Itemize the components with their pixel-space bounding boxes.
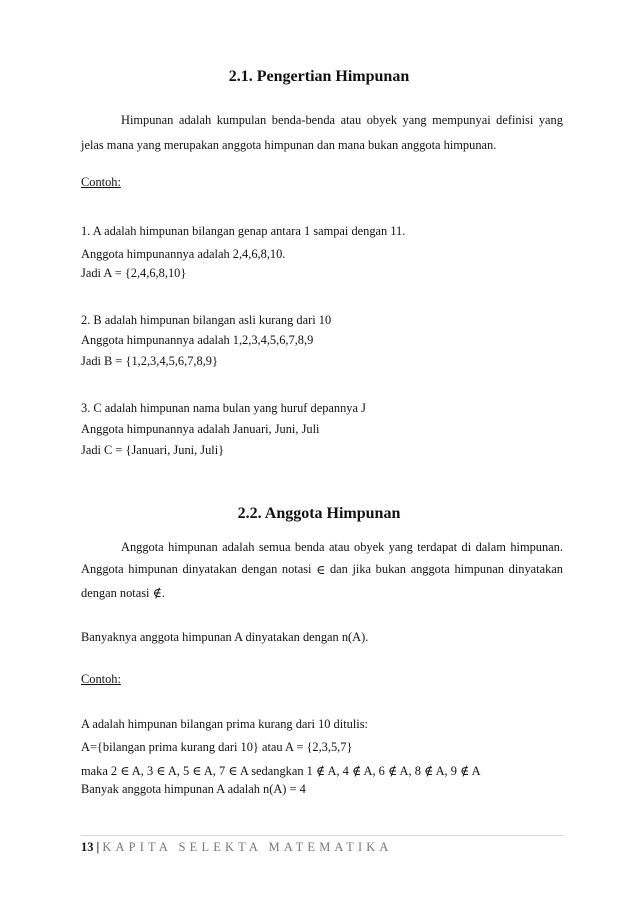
word: dinyatakan — [508, 562, 563, 576]
example-line: A adalah himpunan bilangan prima kurang dari 10 ditulis: — [81, 717, 368, 731]
example-line: Anggota himpunannya adalah Januari, Juni, Juli — [81, 422, 320, 436]
paragraph-line: Banyaknya anggota himpunan A dinyatakan dengan n(A). — [81, 630, 369, 644]
paragraph-line — [81, 562, 563, 578]
word: atau — [340, 113, 362, 127]
word: Anggota — [121, 540, 164, 554]
page-footer — [81, 840, 393, 855]
word: Anggota — [81, 562, 124, 576]
page-number: 13 | — [81, 840, 100, 854]
example-line: Anggota himpunannya adalah 1,2,3,4,5,6,7,8,9 — [81, 333, 314, 347]
book-title: KAPITA SELEKTA MATEMATIKA — [102, 840, 393, 854]
word: semua — [258, 540, 291, 554]
example-line: A={bilangan prima kurang dari 10} atau A = {2,3,5,7} — [81, 740, 353, 754]
word: Himpunan — [121, 113, 174, 127]
word: dalam — [475, 540, 506, 554]
word: himpunan. — [510, 540, 563, 554]
word: anggota — [410, 562, 450, 576]
word: kumpulan — [216, 113, 267, 127]
example-line: Jadi B = {1,2,3,4,5,6,7,8,9} — [81, 354, 218, 368]
word: yang — [388, 540, 413, 554]
word: jika — [352, 562, 372, 576]
word: himpunan — [454, 562, 504, 576]
word: notasi — [281, 562, 312, 576]
example-line: 2. B adalah himpunan bilangan asli kurang dari 10 — [81, 313, 332, 327]
word: atau — [328, 540, 350, 554]
paragraph-line: jelas mana yang merupakan anggota himpunan dan mana bukan anggota himpunan. — [81, 138, 497, 152]
word: adalah — [178, 113, 212, 127]
example-line: Banyak anggota himpunan A adalah n(A) = 4 — [81, 782, 306, 796]
word: benda-benda — [271, 113, 336, 127]
word: benda — [294, 540, 325, 554]
word: terdapat — [417, 540, 458, 554]
word: di — [461, 540, 472, 554]
element-of-symbol: ∈ — [316, 563, 326, 577]
word: obyek — [354, 540, 385, 554]
word: mempunyai — [432, 113, 491, 127]
paragraph-line — [121, 540, 563, 555]
example-line: 1. A adalah himpunan bilangan genap antara 1 sampai dengan 11. — [81, 224, 406, 238]
section-title-pengertian: 2.1. Pengertian Himpunan — [228, 68, 410, 85]
word: obyek — [366, 113, 398, 127]
contoh-label: Contoh: — [81, 175, 121, 189]
word: definisi — [496, 113, 534, 127]
word: himpunan — [128, 562, 178, 576]
word: adalah — [222, 540, 255, 554]
word: dinyatakan — [182, 562, 237, 576]
word: yang — [402, 113, 427, 127]
section-title-anggota: 2.2. Anggota Himpunan — [237, 505, 401, 522]
word: dan — [329, 562, 348, 576]
word: yang — [538, 113, 563, 127]
example-line: 3. C adalah himpunan nama bulan yang huruf depannya J — [81, 401, 366, 415]
paragraph-line — [121, 113, 563, 128]
example-line: Jadi C = {Januari, Juni, Juli} — [81, 443, 225, 457]
word: bukan — [375, 562, 406, 576]
example-line: Jadi A = {2,4,6,8,10} — [81, 266, 187, 280]
footer-divider — [81, 835, 564, 836]
example-line: Anggota himpunannya adalah 2,4,6,8,10. — [81, 247, 286, 261]
example-line: maka 2 ∈ A, 3 ∈ A, 5 ∈ A, 7 ∈ A sedangkan 1 ∉ A, 4 ∉ A, 6 ∉ A, 8 ∉ A, 9 ∉ A — [81, 764, 481, 778]
paragraph-line: dengan notasi ∉. — [81, 586, 165, 600]
contoh-label: Contoh: — [81, 672, 121, 686]
word: himpunan — [168, 540, 218, 554]
word: dengan — [241, 562, 278, 576]
